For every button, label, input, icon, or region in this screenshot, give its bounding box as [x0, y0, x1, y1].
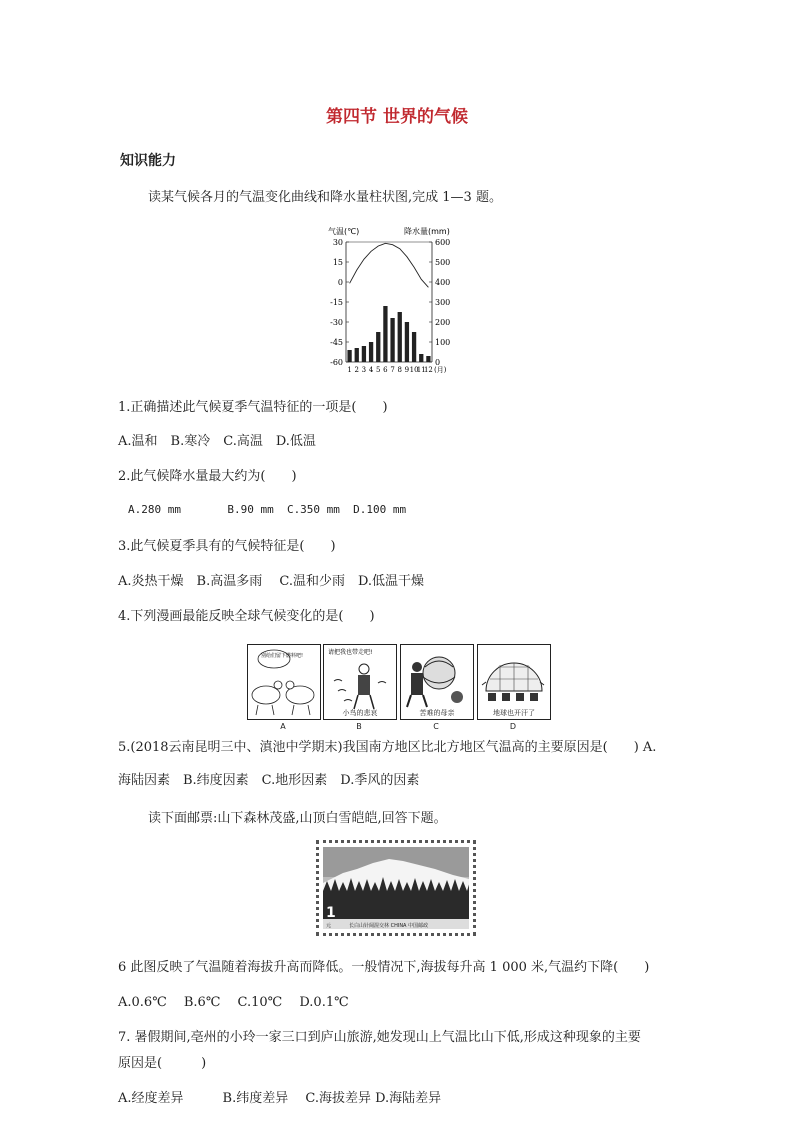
question-3: 3.此气候夏季具有的气候特征是( ): [118, 539, 336, 554]
left-axis-label: 气温(℃): [328, 227, 360, 236]
comic-c-caption: 苦难的母亲: [419, 709, 455, 717]
question-2-options: A.280 mm B.90 mm C.350 mm D.100 mm: [128, 503, 407, 516]
right-tick-label: 400: [435, 278, 451, 287]
month-tick-label: 7: [390, 366, 395, 374]
comic-b-bubble-text: 请把我也带走吧!: [328, 649, 373, 656]
comic-a-bubble-text: 别给们留下燃料吧!: [261, 653, 304, 659]
question-6-options: A.0.6℃ B.6℃ C.10℃ D.0.1℃: [118, 995, 349, 1010]
question-7-options: A.经度差异 B.纬度差异 C.海拔差异 D.海陆差异: [118, 1091, 442, 1106]
right-tick-label: 100: [435, 338, 451, 347]
temperature-line: [350, 243, 429, 287]
month-tick-label: 5: [376, 366, 381, 374]
precipitation-bar: [355, 348, 359, 362]
question-2: 2.此气候降水量最大约为( ): [118, 469, 297, 484]
comic-panel-b: [323, 644, 397, 720]
precipitation-bar: [405, 322, 409, 362]
precipitation-bar: [369, 342, 373, 362]
comic-b-caption: 小鸟的悲哀: [342, 709, 378, 717]
question-4: 4.下列漫画最能反映全球气候变化的是( ): [118, 609, 375, 624]
stamp-image: [316, 840, 476, 936]
right-tick-label: 600: [435, 238, 451, 247]
comic-letter-d: D: [509, 722, 517, 731]
comic-letter-a: A: [280, 722, 286, 731]
month-tick-label: 3: [361, 366, 367, 374]
comic-panel-d: [477, 644, 551, 720]
right-tick-label: 500: [435, 258, 451, 267]
comic-panel-c: [400, 644, 474, 720]
stamp-unit: 元: [326, 923, 332, 929]
precipitation-bar: [383, 306, 387, 362]
month-tick-label: 8: [397, 366, 402, 374]
stamp-text: 长白山针阔混交林 CHINA 中国邮政: [349, 923, 429, 929]
precipitation-bar: [412, 332, 416, 362]
month-tick-label: 10: [409, 366, 419, 374]
month-tick-label: 12: [423, 366, 433, 374]
question-5-line-1: 5.(2018云南昆明三中、滇池中学期末)我国南方地区比北方地区气温高的主要原因是( ) A.: [118, 740, 657, 755]
right-tick-label: 0: [435, 358, 441, 367]
right-tick-label: 300: [435, 298, 451, 307]
comic-letter-c: C: [433, 722, 439, 731]
month-tick-label: 2: [354, 366, 359, 374]
comic-panel-a: [247, 644, 321, 720]
right-tick-label: 200: [435, 318, 451, 327]
question-3-options: A.炎热干燥 B.高温多雨 C.温和少雨 D.低温干燥: [118, 574, 425, 589]
intro-text-1: 读某气候各月的气温变化曲线和降水量柱状图,完成 1—3 题。: [148, 190, 502, 205]
right-axis-label: 降水量(mm): [404, 227, 450, 236]
precipitation-bar: [390, 318, 394, 362]
precipitation-bar: [376, 332, 380, 362]
month-tick-label: 11: [416, 366, 426, 374]
comic-letter-b: B: [356, 722, 362, 731]
question-6: 6 此图反映了气温随着海拔升高而降低。一般情况下,海拔每升高 1 000 米,气温约下降( ): [118, 960, 650, 975]
climate-chart: [326, 222, 476, 377]
question-1-options: A.温和 B.寒冷 C.高温 D.低温: [118, 434, 316, 449]
month-tick-label: 4: [368, 366, 374, 374]
question-5-line-2: 海陆因素 B.纬度因素 C.地形因素 D.季风的因素: [118, 773, 420, 788]
precipitation-bar: [419, 354, 423, 362]
precipitation-bar: [426, 356, 430, 362]
precipitation-bar: [347, 350, 351, 362]
question-7-line-1: 7. 暑假期间,亳州的小玲一家三口到庐山旅游,她发现山上气温比山下低,形成这种现象的主要: [118, 1030, 641, 1045]
left-tick-label: -60: [330, 358, 343, 367]
left-tick-label: -15: [330, 298, 343, 307]
month-tick-label: 9: [404, 366, 410, 374]
section-heading: 知识能力: [120, 153, 176, 169]
precipitation-bar: [398, 312, 402, 362]
month-tick-label: 6: [383, 366, 388, 374]
left-tick-label: 0: [337, 278, 343, 287]
page-title: 第四节 世界的气候: [326, 107, 468, 127]
left-tick-label: 30: [332, 238, 343, 247]
question-1: 1.正确描述此气候夏季气温特征的一项是( ): [118, 400, 388, 415]
left-tick-label: 15: [332, 258, 343, 267]
left-tick-label: -45: [330, 338, 343, 347]
stamp-value: 1: [326, 905, 336, 921]
comic-d-caption: 地球也开汗了: [493, 709, 535, 717]
intro-text-2: 读下面邮票:山下森林茂盛,山顶白雪皑皑,回答下题。: [148, 811, 447, 826]
left-tick-label: -30: [330, 318, 343, 327]
month-unit-label: (月): [434, 366, 447, 374]
question-7-line-2: 原因是( ): [118, 1056, 207, 1071]
precipitation-bar: [362, 346, 366, 362]
month-tick-label: 1: [347, 366, 352, 374]
